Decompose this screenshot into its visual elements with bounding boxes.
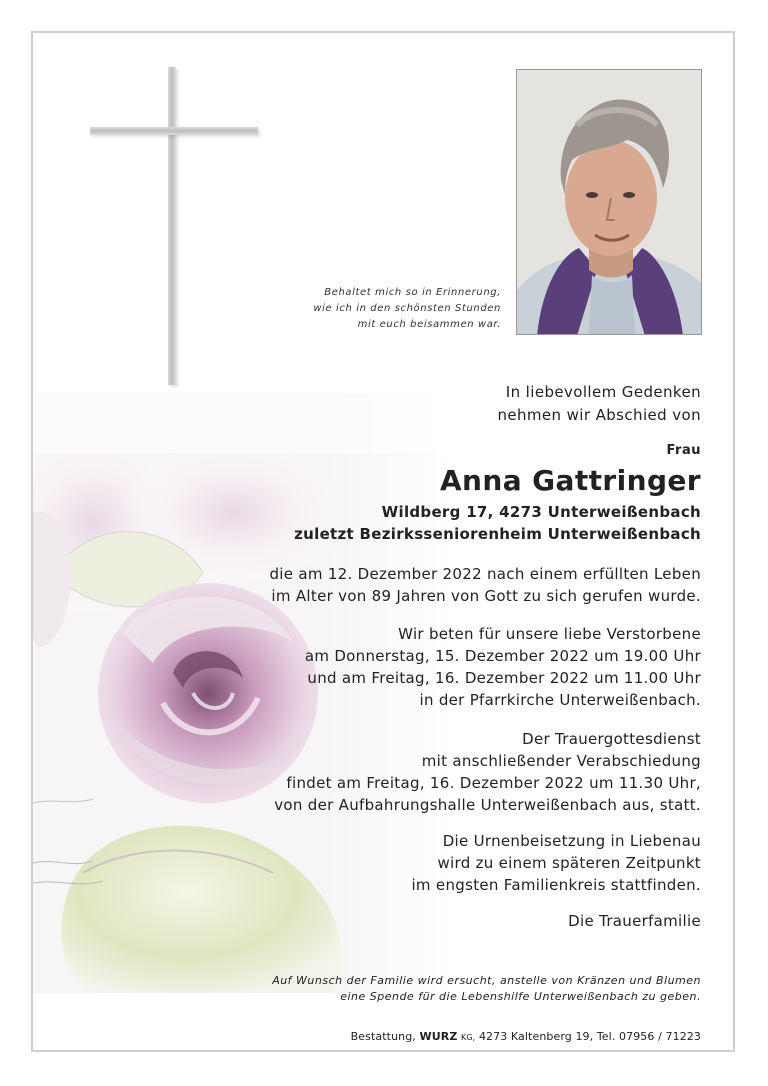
footer-company: WURZ <box>419 1030 458 1043</box>
quote-line: Behaltet mich so in Erinnerung, <box>324 287 501 298</box>
prayer-line: und am Freitag, 16. Dezember 2022 um 11.00 Uhr <box>307 669 701 687</box>
footer-prefix: Bestattung, <box>350 1030 416 1043</box>
address-line: Wildberg 17, 4273 Unterweißenbach <box>381 503 701 521</box>
funeral-home-footer <box>351 1030 701 1043</box>
urn-burial-info <box>411 830 701 896</box>
deceased-name: Anna Gattringer <box>439 464 701 497</box>
deceased-address <box>294 501 701 545</box>
urn-line: Die Urnenbeisetzung in Liebenau <box>442 832 701 850</box>
quote-line: mit euch beisammen war. <box>357 319 501 330</box>
cross-icon-bar <box>90 127 258 135</box>
address-line: zuletzt Bezirksseniorenheim Unterweißenbach <box>294 525 701 543</box>
donation-note <box>272 973 701 1005</box>
urn-line: im engsten Familienkreis stattfinden. <box>411 876 701 894</box>
funeral-line: mit anschließender Verabschiedung <box>421 752 701 770</box>
footer-company-suffix: KG, <box>461 1033 476 1042</box>
intro-text <box>497 381 701 427</box>
memorial-quote <box>313 285 501 333</box>
footer-address: 4273 Kaltenberg 19, Tel. 07956 / 71223 <box>478 1030 701 1043</box>
intro-line: nehmen wir Abschied von <box>497 406 701 424</box>
funeral-line: von der Aufbahrungshalle Unterweißenbach aus, statt. <box>274 796 701 814</box>
prayer-line: in der Pfarrkirche Unterweißenbach. <box>419 691 701 709</box>
family-signature: Die Trauerfamilie <box>568 912 701 930</box>
quote-line: wie ich in den schönsten Stunden <box>313 303 501 314</box>
portrait-photo <box>516 69 702 335</box>
death-notice-line: die am 12. Dezember 2022 nach einem erfüllten Leben <box>269 565 701 583</box>
salutation: Frau <box>666 443 701 458</box>
death-notice <box>269 563 701 607</box>
prayer-line: Wir beten für unsere liebe Verstorbene <box>398 625 701 643</box>
funeral-line: findet am Freitag, 16. Dezember 2022 um 11.30 Uhr, <box>286 774 701 792</box>
funeral-service-info <box>274 728 701 816</box>
intro-line: In liebevollem Gedenken <box>505 383 701 401</box>
cross-icon <box>168 67 176 385</box>
donation-line: eine Spende für die Lebenshilfe Unterweißenbach zu geben. <box>340 990 701 1003</box>
prayer-info <box>305 623 701 711</box>
prayer-line: am Donnerstag, 15. Dezember 2022 um 19.00 Uhr <box>304 647 701 665</box>
urn-line: wird zu einem späteren Zeitpunkt <box>437 854 701 872</box>
funeral-line: Der Trauergottesdienst <box>522 730 701 748</box>
portrait-illustration <box>517 70 702 335</box>
donation-line: Auf Wunsch der Familie wird ersucht, anstelle von Kränzen und Blumen <box>272 974 701 987</box>
death-notice-line: im Alter von 89 Jahren von Gott zu sich gerufen wurde. <box>271 587 701 605</box>
obituary-card <box>31 31 735 1052</box>
